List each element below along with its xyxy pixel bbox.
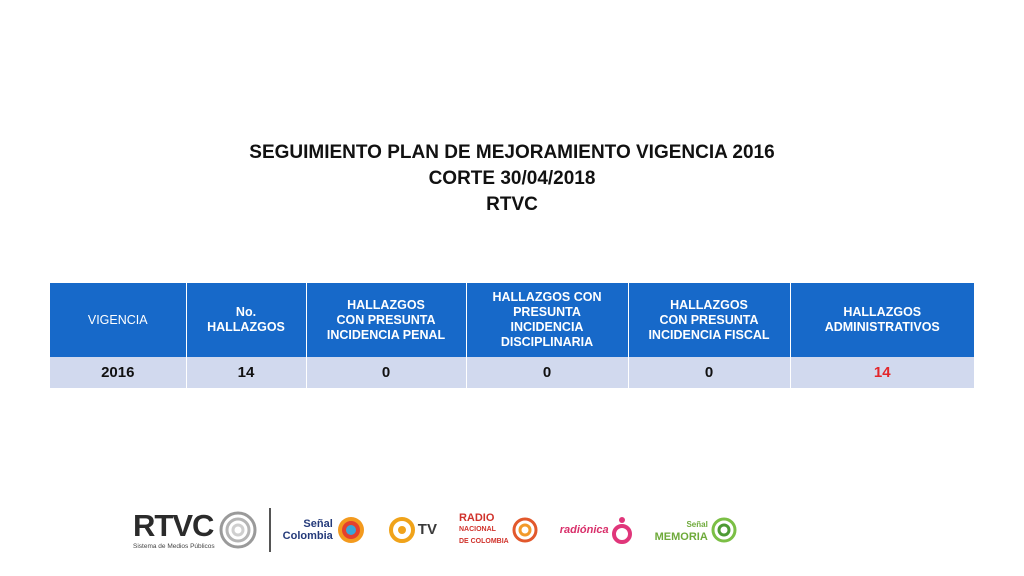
senal-memoria-logo: [655, 517, 737, 543]
table-row: [50, 357, 974, 388]
radio-bottom: DE COLOMBIA: [458, 538, 509, 545]
cell-administrativos: 14: [790, 357, 974, 388]
radio-swirl-icon: [512, 517, 538, 543]
tv-logo-text: TV: [417, 521, 437, 538]
title-line-1: SEGUIMIENTO PLAN DE MEJORAMIENTO VIGENCIA 2016: [249, 142, 775, 163]
senal-colombia-top: Señal: [303, 518, 333, 530]
memoria-swirl-icon: [711, 517, 737, 543]
radio-top: RADIO: [458, 512, 495, 524]
senal-colombia-bottom: Colombia: [282, 530, 333, 542]
cell-no-hallazgos: 14: [186, 357, 306, 388]
senal-tv-logo: [388, 516, 437, 544]
senal-colombia-swirl-icon: [336, 515, 366, 545]
rtvc-logo-text: RTVC: [133, 507, 214, 543]
findings-table: [50, 283, 974, 388]
header-incidencia-fiscal: HALLAZGOS CON PRESUNTA INCIDENCIA FISCAL: [628, 283, 790, 357]
cell-vigencia: 2016: [50, 357, 186, 388]
rtvc-logo: [133, 507, 215, 550]
rtvc-swirl-icon: [219, 511, 257, 549]
cell-incidencia-disciplinaria: 0: [466, 357, 628, 388]
header-no-hallazgos: No. HALLAZGOS: [186, 283, 306, 357]
header-administrativos: HALLAZGOS ADMINISTRATIVOS: [790, 283, 974, 357]
brand-logos-footer: [133, 505, 759, 555]
header-incidencia-penal: HALLAZGOS CON PRESUNTA INCIDENCIA PENAL: [306, 283, 466, 357]
title-line-2: CORTE 30/04/2018: [428, 168, 596, 189]
tv-swirl-icon: [388, 516, 416, 544]
rtvc-logo-subtitle: Sistema de Medios Públicos: [133, 542, 215, 550]
memoria-bottom: MEMORIA: [654, 530, 708, 543]
senal-colombia-logo: [283, 515, 366, 545]
report-title: [0, 140, 1024, 218]
header-incidencia-disciplinaria: HALLAZGOS CON PRESUNTA INCIDENCIA DISCIPLINARIA: [466, 283, 628, 357]
title-line-3: RTVC: [486, 194, 538, 215]
header-vigencia: VIGENCIA: [50, 283, 186, 357]
memoria-top: Señal: [686, 519, 708, 529]
cell-incidencia-penal: 0: [306, 357, 466, 388]
radionica-logo: [560, 515, 633, 545]
radio-nacional-logo: [459, 513, 538, 547]
radionica-text: radiónica: [559, 524, 609, 536]
divider: [269, 508, 271, 552]
radionica-drop-icon: [611, 515, 633, 545]
cell-incidencia-fiscal: 0: [628, 357, 790, 388]
radio-mid: NACIONAL: [458, 526, 496, 533]
table-header-row: [50, 283, 974, 357]
